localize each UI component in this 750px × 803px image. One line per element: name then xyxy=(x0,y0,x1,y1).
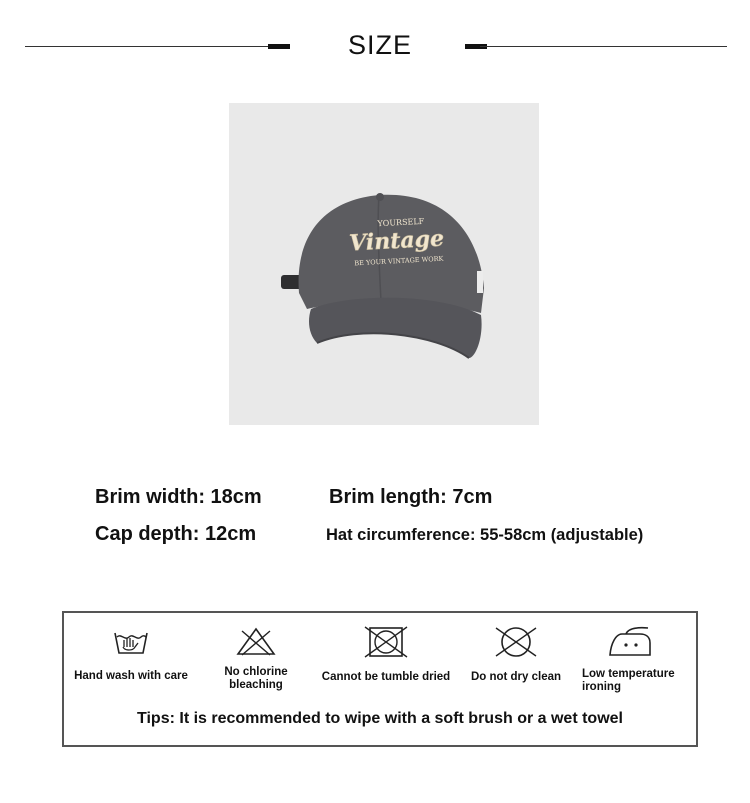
no-dry-clean-icon xyxy=(492,625,540,659)
embroidery-top: YOURSELF xyxy=(377,216,425,229)
care-label-low-iron-line1: Low temperature xyxy=(582,668,675,680)
spec-brim-width: Brim width: 18cm xyxy=(95,486,262,508)
care-item-low-iron xyxy=(580,625,680,694)
spec-hat-circumference: Hat circumference: 55-58cm (adjustable) xyxy=(326,526,644,544)
care-label-low-iron-line2: ironing xyxy=(582,681,621,693)
product-image xyxy=(229,103,539,425)
embroidery-bottom: BE YOUR VINTAGE WORK xyxy=(354,254,444,268)
no-bleach-icon xyxy=(234,625,278,657)
hand-wash-icon xyxy=(111,625,151,657)
no-tumble-dry-icon xyxy=(362,625,410,659)
spec-cap-depth: Cap depth: 12cm xyxy=(95,523,257,545)
care-label-hand-wash: Hand wash with care xyxy=(74,670,188,682)
care-item-hand-wash xyxy=(64,625,198,683)
care-label-no-dry-clean: Do not dry clean xyxy=(470,671,562,683)
care-item-no-bleach xyxy=(224,625,288,692)
care-label-no-bleach-line2: bleaching xyxy=(229,679,283,691)
care-label-low-iron xyxy=(580,668,680,694)
care-label-no-bleach xyxy=(224,666,288,692)
care-label-no-bleach-line1: No chlorine xyxy=(224,666,288,678)
care-instructions xyxy=(62,611,698,747)
care-item-no-dry-clean xyxy=(463,625,569,684)
care-label-no-tumble-dry: Cannot be tumble dried xyxy=(321,671,451,683)
cap-illustration xyxy=(229,103,539,425)
care-item-no-tumble-dry xyxy=(316,625,456,684)
spec-brim-length: Brim length: 7cm xyxy=(329,486,493,508)
header-line-right xyxy=(480,46,727,47)
low-iron-icon xyxy=(606,625,654,659)
page-title: SIZE xyxy=(347,30,412,60)
embroidery-main: Vintage xyxy=(348,225,445,257)
care-tips: Tips: It is recommended to wipe with a soft brush or a wet towel xyxy=(137,710,623,727)
